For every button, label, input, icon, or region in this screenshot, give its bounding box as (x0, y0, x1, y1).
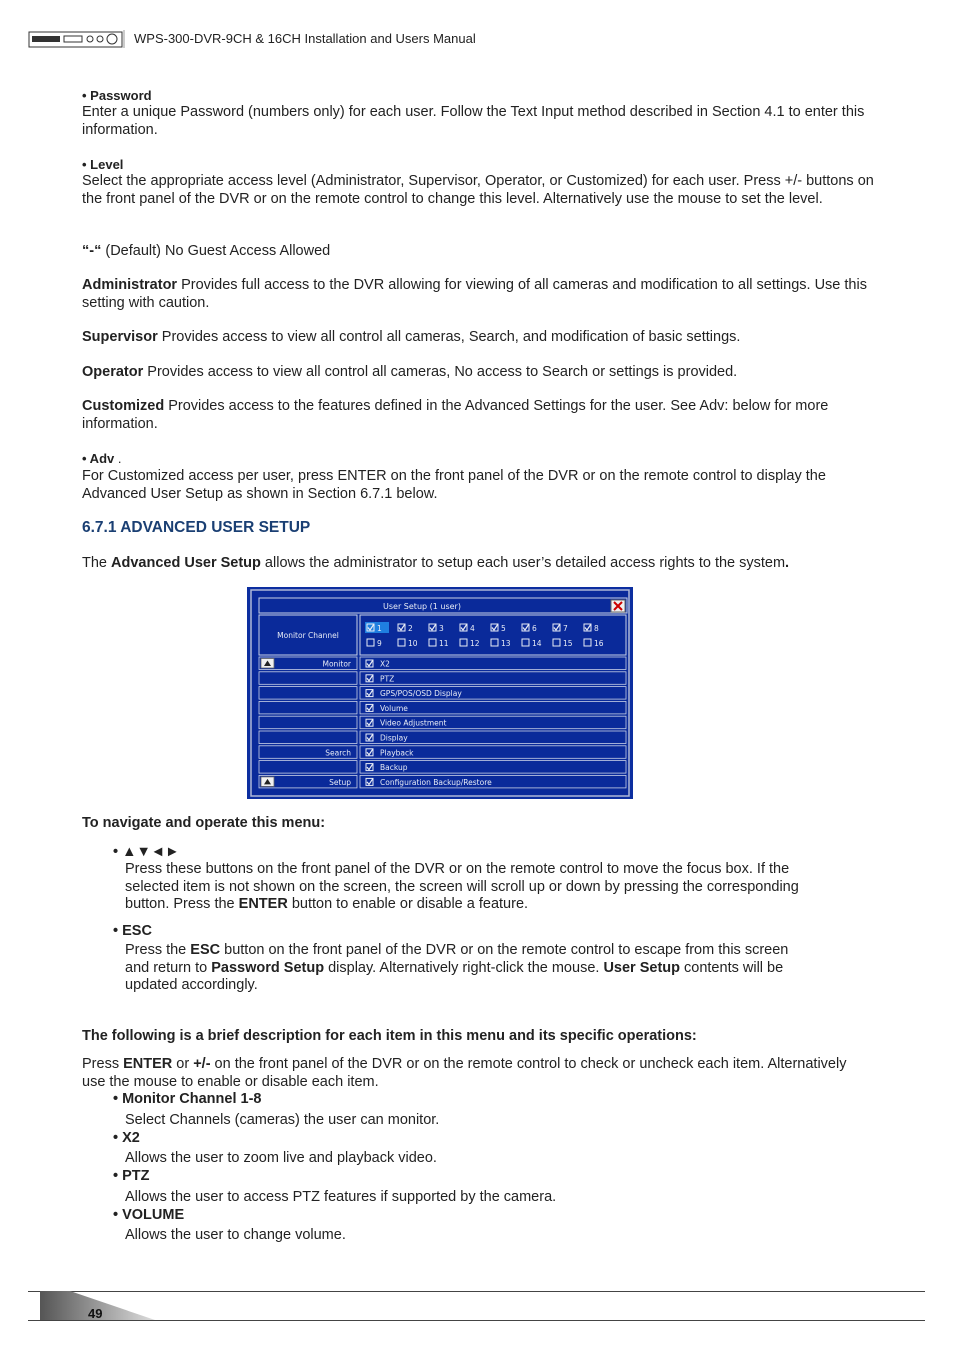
item-label: Playback (380, 748, 414, 758)
scroll-up-arrow-icon-bottom[interactable] (261, 777, 274, 787)
channel-label-2: 2 (408, 624, 413, 633)
esc-text: Press the ESC button on the front panel of the DVR or on the remote control to escape from this screen and return to Password Setup display. Alternatively right-click the mouse. User Setup contents will be updated accordingly. (125, 942, 789, 993)
channel-label-14: 14 (532, 639, 542, 648)
item-label: Video Adjustment (380, 718, 447, 728)
channel-label-15: 15 (563, 639, 573, 648)
item-label: GPS/POS/OSD Display (380, 689, 462, 699)
footer-rule-top (28, 1291, 925, 1292)
user-setup-screenshot (247, 587, 633, 799)
level-customized: Customized Provides access to the features defined in the Advanced Settings for the user. See Adv: below for more information. (82, 398, 829, 432)
item-label: Display (380, 733, 408, 743)
channel-label-4: 4 (470, 624, 475, 633)
level-administrator: Administrator Provides full access to the DVR allowing for viewing of all cameras and modification to all settings. Use this setting with caution. (82, 277, 867, 311)
page-number: 49 (88, 1306, 103, 1321)
password-text: Enter a unique Password (numbers only) for each user. Follow the Text Input method described in Section 4.1 to enter this information. (82, 104, 865, 138)
following-text: Press ENTER or +/- on the front panel of the DVR or on the remote control to check or uncheck each item. Alternatively use the mouse to enable or disable each item. (82, 1056, 847, 1090)
level-operator: Operator Provides access to view all control all cameras, No access to Search or settings is provided. (82, 364, 738, 380)
level-heading: • Level (82, 157, 124, 172)
header-title: WPS-300-DVR-9CH & 16CH Installation and Users Manual (134, 31, 476, 46)
item-label: PTZ (380, 674, 395, 684)
level-supervisor: Supervisor Provides access to view all control all cameras, Search, and modification of basic settings. (82, 329, 741, 345)
channel-label-1: 1 (377, 624, 382, 633)
level-text: Select the appropriate access level (Administrator, Supervisor, Operator, or Customized) for each user. Press +/- buttons on the front panel of the DVR or on the remote control to change this level. Alternatively use the mouse to set the level. (82, 173, 874, 207)
dvr-device-icon (28, 28, 126, 50)
scroll-up-arrow-icon[interactable] (261, 659, 274, 669)
arrows-text: Press these buttons on the front panel of the DVR or on the remote control to move the focus box. If the selected item is not shown on the screen, the screen will scroll up or down by pressing the corresponding button. Press the ENTER button to enable or disable a feature. (125, 861, 799, 912)
monitor-channel-label: Monitor Channel (277, 631, 339, 640)
item-x2-name: • X2 (113, 1130, 140, 1146)
channel-label-16: 16 (594, 639, 604, 648)
item-x2-desc: Allows the user to zoom live and playback video. (125, 1150, 437, 1166)
item-monitor-channel-name: • Monitor Channel 1-8 (113, 1091, 262, 1107)
section-title: 6.7.1 ADVANCED USER SETUP (82, 519, 311, 536)
channel-label-12: 12 (470, 639, 480, 648)
channel-label-5: 5 (501, 624, 506, 633)
item-label: Volume (380, 703, 408, 713)
channel-label-9: 9 (377, 639, 382, 648)
channel-label-8: 8 (594, 624, 599, 633)
following-heading: The following is a brief description for each item in this menu and its specific operations: (82, 1028, 697, 1044)
section-intro: The Advanced User Setup allows the administrator to setup each user’s detailed access rights to the system. (82, 555, 790, 571)
adv-text: For Customized access per user, press ENTER on the front panel of the DVR or on the remote control to display the Advanced User Setup as shown in Section 6.7.1 below. (82, 468, 826, 502)
item-label: X2 (380, 659, 390, 669)
item-ptz-name: • PTZ (113, 1168, 150, 1184)
footer-rule-bottom (28, 1320, 925, 1321)
item-monitor-channel-desc: Select Channels (cameras) the user can monitor. (125, 1112, 440, 1128)
channel-label-7: 7 (563, 624, 568, 633)
item-volume-name: • VOLUME (113, 1207, 185, 1223)
password-heading: • Password (82, 88, 152, 103)
level-default: “-“ (Default) No Guest Access Allowed (82, 243, 331, 259)
item-label: Backup (380, 763, 408, 773)
item-group-label: Setup (329, 777, 351, 787)
arrows-heading: • ▲▼◄► (113, 844, 180, 860)
item-group-label: Search (325, 748, 351, 758)
esc-heading: • ESC (113, 923, 152, 939)
item-volume-desc: Allows the user to change volume. (125, 1227, 346, 1243)
channel-label-13: 13 (501, 639, 511, 648)
item-group-label: Monitor (322, 659, 351, 669)
item-label: Configuration Backup/Restore (380, 777, 492, 787)
adv-heading: • Adv . (82, 451, 122, 466)
dvr-menu-title: User Setup (1 user) (383, 602, 461, 611)
channel-label-6: 6 (532, 624, 537, 633)
channel-label-11: 11 (439, 639, 449, 648)
channel-label-10: 10 (408, 639, 418, 648)
close-icon[interactable] (611, 600, 625, 612)
navigate-heading: To navigate and operate this menu: (82, 815, 326, 831)
item-ptz-desc: Allows the user to access PTZ features if supported by the camera. (125, 1189, 557, 1205)
channel-label-3: 3 (439, 624, 444, 633)
